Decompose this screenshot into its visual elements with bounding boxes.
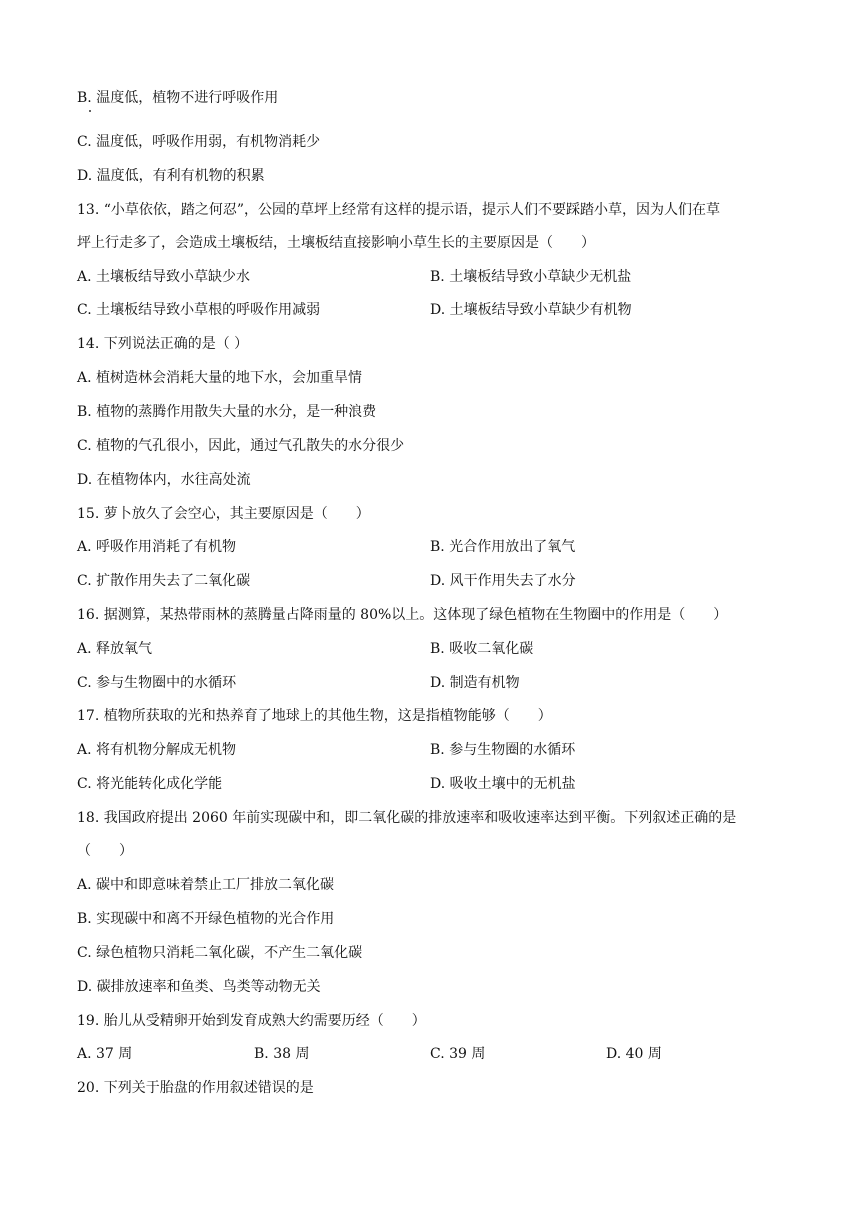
q17-stem: 17. 植物所获取的光和热养育了地球上的其他生物，这是指植物能够（ ） xyxy=(77,708,552,724)
q18-stem-line2: （ ） xyxy=(77,843,133,859)
q19-option-c: C. 39 周 xyxy=(430,1046,486,1062)
q13-option-d: D. 土壤板结导致小草缺少有机物 xyxy=(430,302,632,318)
q13-stem-line2: 坪上行走多了，会造成土壤板结，土壤板结直接影响小草生长的主要原因是（ ） xyxy=(77,235,595,251)
q18-stem-line1: 18. 我国政府提出 2060 年前实现碳中和，即二氧化碳的排放速率和吸收速率达到平衡。下列叙述正确的是 xyxy=(77,810,737,826)
q15-option-a: A. 呼吸作用消耗了有机物 xyxy=(77,539,237,555)
q16-option-d: D. 制造有机物 xyxy=(430,675,520,691)
q16-stem: 16. 据测算，某热带雨林的蒸腾量占降雨量的 80%以上。这体现了绿色植物在生物圈中的作用是（ ） xyxy=(77,607,728,623)
q19-option-d: D. 40 周 xyxy=(606,1046,662,1062)
q17-option-d: D. 吸收土壤中的无机盐 xyxy=(430,776,576,792)
q15-option-c: C. 扩散作用失去了二氧化碳 xyxy=(77,573,251,589)
q15-option-b: B. 光合作用放出了氧气 xyxy=(430,539,576,555)
q14-option-b: B. 植物的蒸腾作用散失大量的水分，是一种浪费 xyxy=(77,404,377,420)
q14-option-c: C. 植物的气孔很小，因此，通过气孔散失的水分很少 xyxy=(77,438,405,454)
q19-option-b: B. 38 周 xyxy=(254,1046,310,1062)
q12-option-d: D. 温度低，有利有机物的积累 xyxy=(77,168,265,184)
q18-option-a: A. 碳中和即意味着禁止工厂排放二氧化碳 xyxy=(77,877,335,893)
q12-option-b: B. 温度低，植物不进行呼吸作用 xyxy=(77,90,279,106)
q16-option-a: A. 释放氧气 xyxy=(77,641,153,657)
q13-option-c: C. 土壤板结导致小草根的呼吸作用减弱 xyxy=(77,302,321,318)
q19-stem: 19. 胎儿从受精卵开始到发育成熟大约需要历经（ ） xyxy=(77,1013,426,1029)
q12-option-c: C. 温度低，呼吸作用弱，有机物消耗少 xyxy=(77,134,321,150)
q20-stem: 20. 下列关于胎盘的作用叙述错误的是 xyxy=(77,1080,314,1096)
q14-option-d: D. 在植物体内，水往高处流 xyxy=(77,472,251,488)
q14-stem: 14. 下列说法正确的是（ ） xyxy=(77,336,249,352)
q15-option-d: D. 风干作用失去了水分 xyxy=(430,573,576,589)
q16-option-c: C. 参与生物圈中的水循环 xyxy=(77,675,237,691)
q17-option-a: A. 将有机物分解成无机物 xyxy=(77,742,237,758)
q15-stem: 15. 萝卜放久了会空心，其主要原因是（ ） xyxy=(77,506,370,522)
q16-option-b: B. 吸收二氧化碳 xyxy=(430,641,534,657)
q14-option-a: A. 植树造林会消耗大量的地下水，会加重旱情 xyxy=(77,370,363,386)
q13-option-b: B. 土壤板结导致小草缺少无机盐 xyxy=(430,269,632,285)
q13-option-a: A. 土壤板结导致小草缺少水 xyxy=(77,269,251,285)
q18-option-d: D. 碳排放速率和鱼类、鸟类等动物无关 xyxy=(77,979,321,995)
q18-option-c: C. 绿色植物只消耗二氧化碳，不产生二氧化碳 xyxy=(77,945,363,961)
q13-stem-line1: 13. “小草依依，踏之何忍”，公园的草坪上经常有这样的提示语，提示人们不要踩踏小草，因为人们在草 xyxy=(77,202,721,218)
q17-option-b: B. 参与生物圈的水循环 xyxy=(430,742,576,758)
q18-option-b: B. 实现碳中和离不开绿色植物的光合作用 xyxy=(77,911,335,927)
q19-option-a: A. 37 周 xyxy=(77,1046,133,1062)
q17-option-c: C. 将光能转化成化学能 xyxy=(77,776,223,792)
stray-dot xyxy=(89,110,91,112)
